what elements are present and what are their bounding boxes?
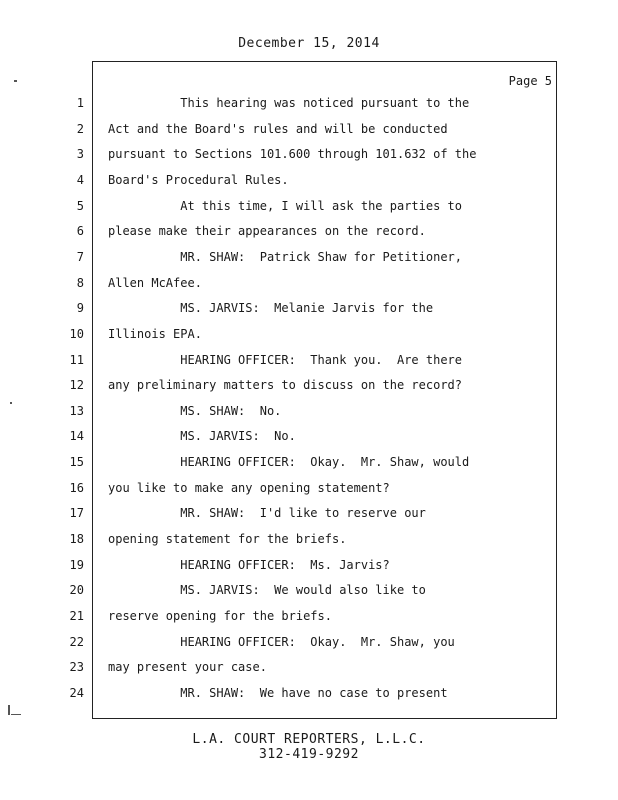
line-number: 10 <box>69 327 84 341</box>
line-text: Board's Procedural Rules. <box>108 173 289 187</box>
line-text: Illinois EPA. <box>108 327 202 341</box>
line-number: 22 <box>69 635 84 649</box>
line-number: 12 <box>69 378 84 392</box>
line-number: 6 <box>76 224 84 238</box>
line-text: HEARING OFFICER: Ms. Jarvis? <box>108 558 390 572</box>
line-text: MS. JARVIS: No. <box>108 429 296 443</box>
line-number: 18 <box>69 532 84 546</box>
line-number: 23 <box>69 660 84 674</box>
line-text: please make their appearances on the record. <box>108 224 426 238</box>
footer-company: L.A. COURT REPORTERS, L.L.C. <box>192 732 426 747</box>
line-text: any preliminary matters to discuss on the record? <box>108 378 463 392</box>
line-number: 11 <box>69 353 84 367</box>
header-date: December 15, 2014 <box>238 36 380 51</box>
page-number: Page 5 <box>508 74 552 88</box>
line-number: 2 <box>76 122 84 136</box>
line-number: 1 <box>76 96 84 110</box>
line-number: 7 <box>76 250 84 264</box>
line-text: MR. SHAW: I'd like to reserve our <box>108 506 426 520</box>
line-text: MS. JARVIS: Melanie Jarvis for the <box>108 301 434 315</box>
line-text: reserve opening for the briefs. <box>108 609 332 623</box>
line-number: 16 <box>69 481 84 495</box>
line-text: MS. SHAW: No. <box>108 404 282 418</box>
line-number: 5 <box>76 199 84 213</box>
line-number: 9 <box>76 301 84 315</box>
line-text: MR. SHAW: Patrick Shaw for Petitioner, <box>108 250 463 264</box>
line-text: MR. SHAW: We have no case to present <box>108 686 448 700</box>
scan-speck <box>11 714 21 715</box>
scan-speck <box>14 80 17 82</box>
line-text: HEARING OFFICER: Thank you. Are there <box>108 353 463 367</box>
line-number: 21 <box>69 609 84 623</box>
line-number: 13 <box>69 404 84 418</box>
line-text: may present your case. <box>108 660 267 674</box>
line-text: MS. JARVIS: We would also like to <box>108 583 426 597</box>
line-text: At this time, I will ask the parties to <box>108 199 463 213</box>
line-text: opening statement for the briefs. <box>108 532 347 546</box>
line-number: 19 <box>69 558 84 572</box>
line-number: 3 <box>76 147 84 161</box>
scan-speck <box>10 402 12 404</box>
line-text: you like to make any opening statement? <box>108 481 390 495</box>
line-text: HEARING OFFICER: Okay. Mr. Shaw, you <box>108 635 455 649</box>
line-number: 4 <box>76 173 84 187</box>
line-number: 17 <box>69 506 84 520</box>
line-number: 14 <box>69 429 84 443</box>
scan-speck <box>8 705 10 715</box>
line-number: 20 <box>69 583 84 597</box>
line-text: Allen McAfee. <box>108 276 202 290</box>
line-text: HEARING OFFICER: Okay. Mr. Shaw, would <box>108 455 470 469</box>
line-text: This hearing was noticed pursuant to the <box>108 96 470 110</box>
line-text: pursuant to Sections 101.600 through 101.632 of the <box>108 147 477 161</box>
line-number: 15 <box>69 455 84 469</box>
line-number: 24 <box>69 686 84 700</box>
line-number: 8 <box>76 276 84 290</box>
line-text: Act and the Board's rules and will be conducted <box>108 122 448 136</box>
footer-phone: 312-419-9292 <box>259 747 359 762</box>
